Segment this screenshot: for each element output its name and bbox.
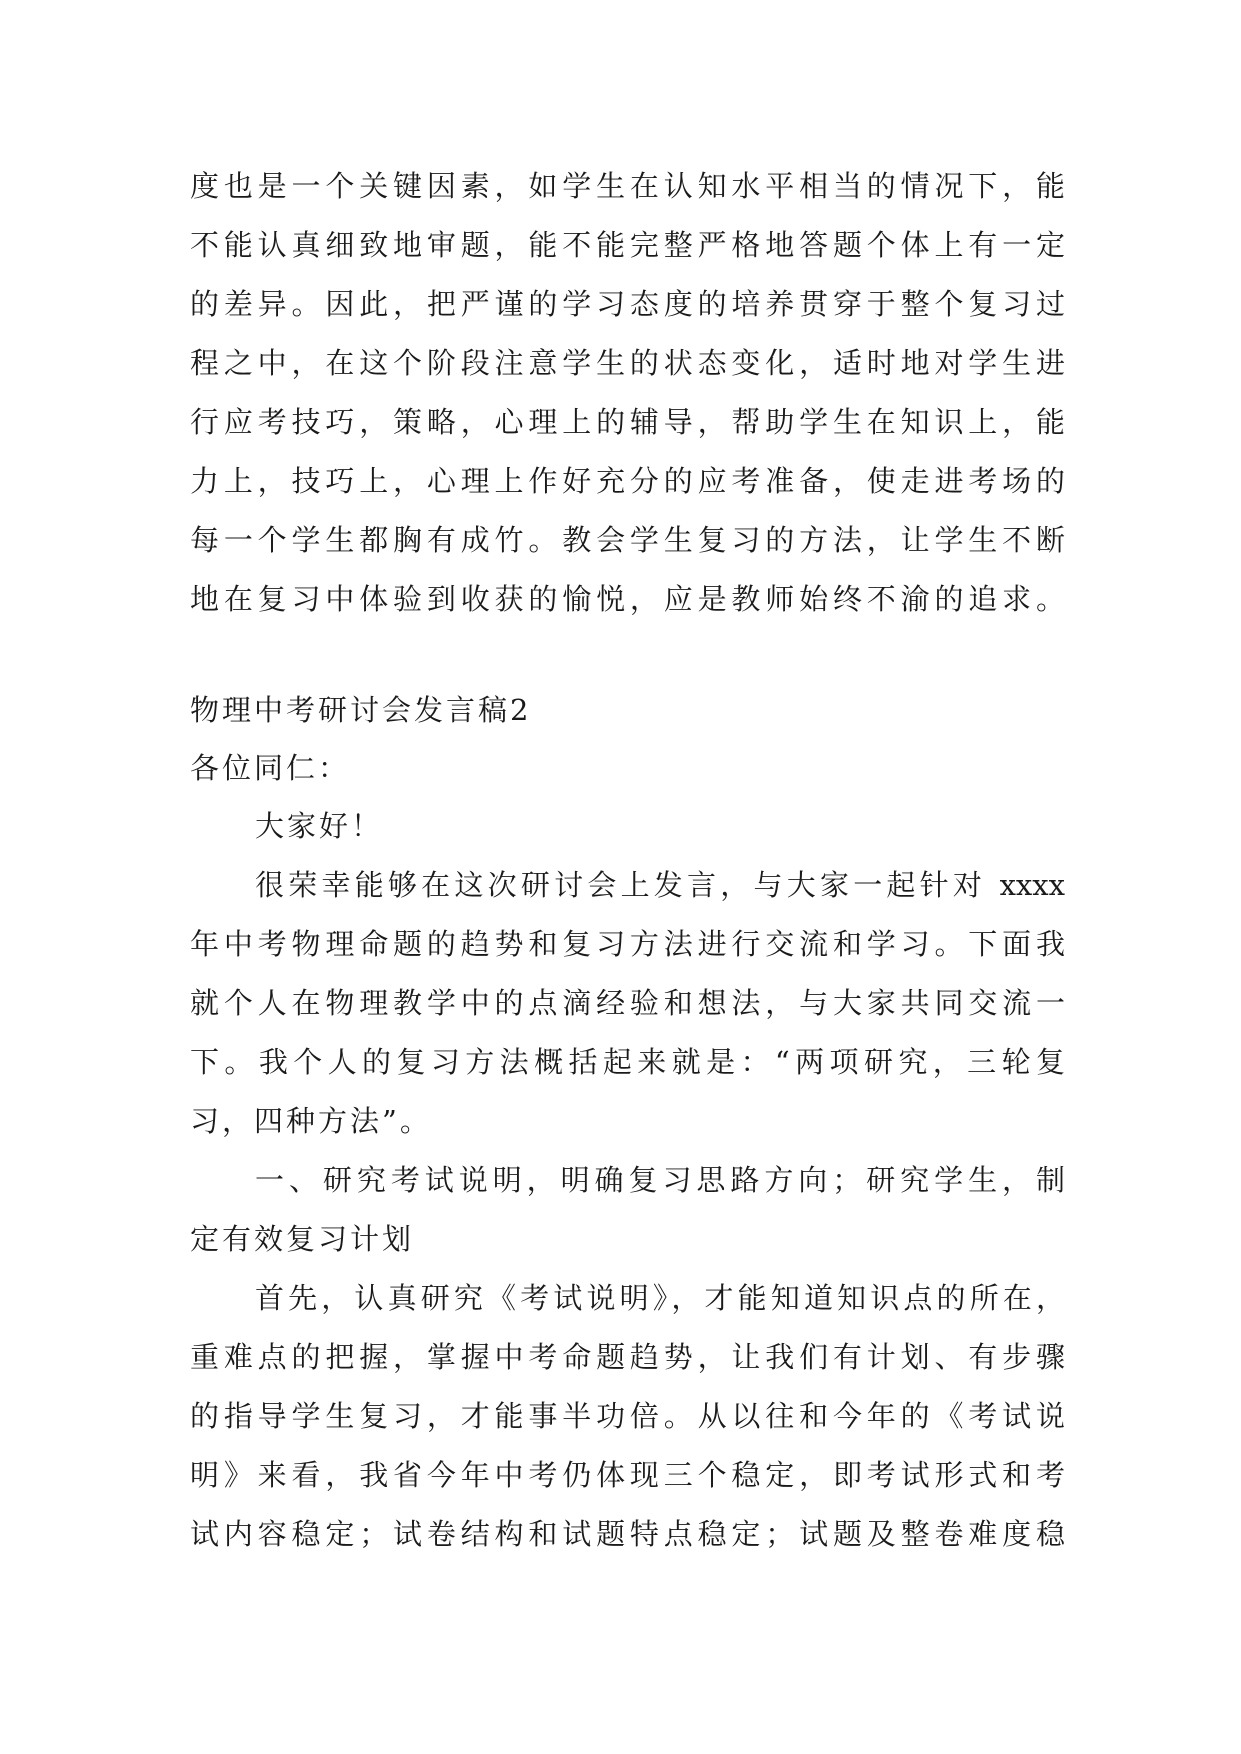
paragraph-line: 的差异。因此，把严谨的学习态度的培养贯穿于整个复习过 — [190, 287, 1065, 321]
paragraph-line: 重难点的把握，掌握中考命题趋势，让我们有计划、有步骤 — [190, 1340, 1065, 1374]
paragraph-line: 度也是一个关键因素，如学生在认知水平相当的情况下，能 — [190, 169, 1065, 203]
heading-line: 定有效复习计划 — [190, 1222, 415, 1256]
paragraph-line: 就个人在物理教学中的点滴经验和想法，与大家共同交流一 — [190, 986, 1065, 1020]
greeting: 大家好！ — [255, 809, 384, 843]
paragraph-line: 很荣幸能够在这次研讨会上发言，与大家一起针对 xxxx — [255, 868, 1065, 902]
paragraph-line: 首先，认真研究《考试说明》，才能知道知识点的所在， — [255, 1281, 1065, 1315]
paragraph-line: 习，四种方法”。 — [190, 1104, 432, 1138]
paragraph-line: 行应考技巧，策略，心理上的辅导，帮助学生在知识上，能 — [190, 405, 1065, 439]
paragraph-line: 地在复习中体验到收获的愉悦，应是教师始终不渝的追求。 — [190, 582, 1065, 616]
paragraph-line: 试内容稳定；试卷结构和试题特点稳定；试题及整卷难度稳 — [190, 1517, 1065, 1551]
paragraph-line: 的指导学生复习，才能事半功倍。从以往和今年的《考试说 — [190, 1399, 1065, 1433]
paragraph-line: 年中考物理命题的趋势和复习方法进行交流和学习。下面我 — [190, 927, 1065, 961]
heading-line: 一、研究考试说明，明确复习思路方向；研究学生，制 — [255, 1163, 1065, 1197]
salutation: 各位同仁： — [190, 751, 351, 785]
paragraph-line: 不能认真细致地审题，能不能完整严格地答题个体上有一定 — [190, 228, 1065, 262]
paragraph-line: 下。我个人的复习方法概括起来就是：“两项研究，三轮复 — [190, 1045, 1065, 1079]
section-title: 物理中考研讨会发言稿2 — [190, 693, 532, 727]
paragraph-line: 程之中，在这个阶段注意学生的状态变化，适时地对学生进 — [190, 346, 1065, 380]
paragraph-line: 每一个学生都胸有成竹。教会学生复习的方法，让学生不断 — [190, 523, 1065, 557]
paragraph-line: 力上，技巧上，心理上作好充分的应考准备，使走进考场的 — [190, 464, 1065, 498]
paragraph-line: 明》来看，我省今年中考仍体现三个稳定，即考试形式和考 — [190, 1458, 1065, 1492]
